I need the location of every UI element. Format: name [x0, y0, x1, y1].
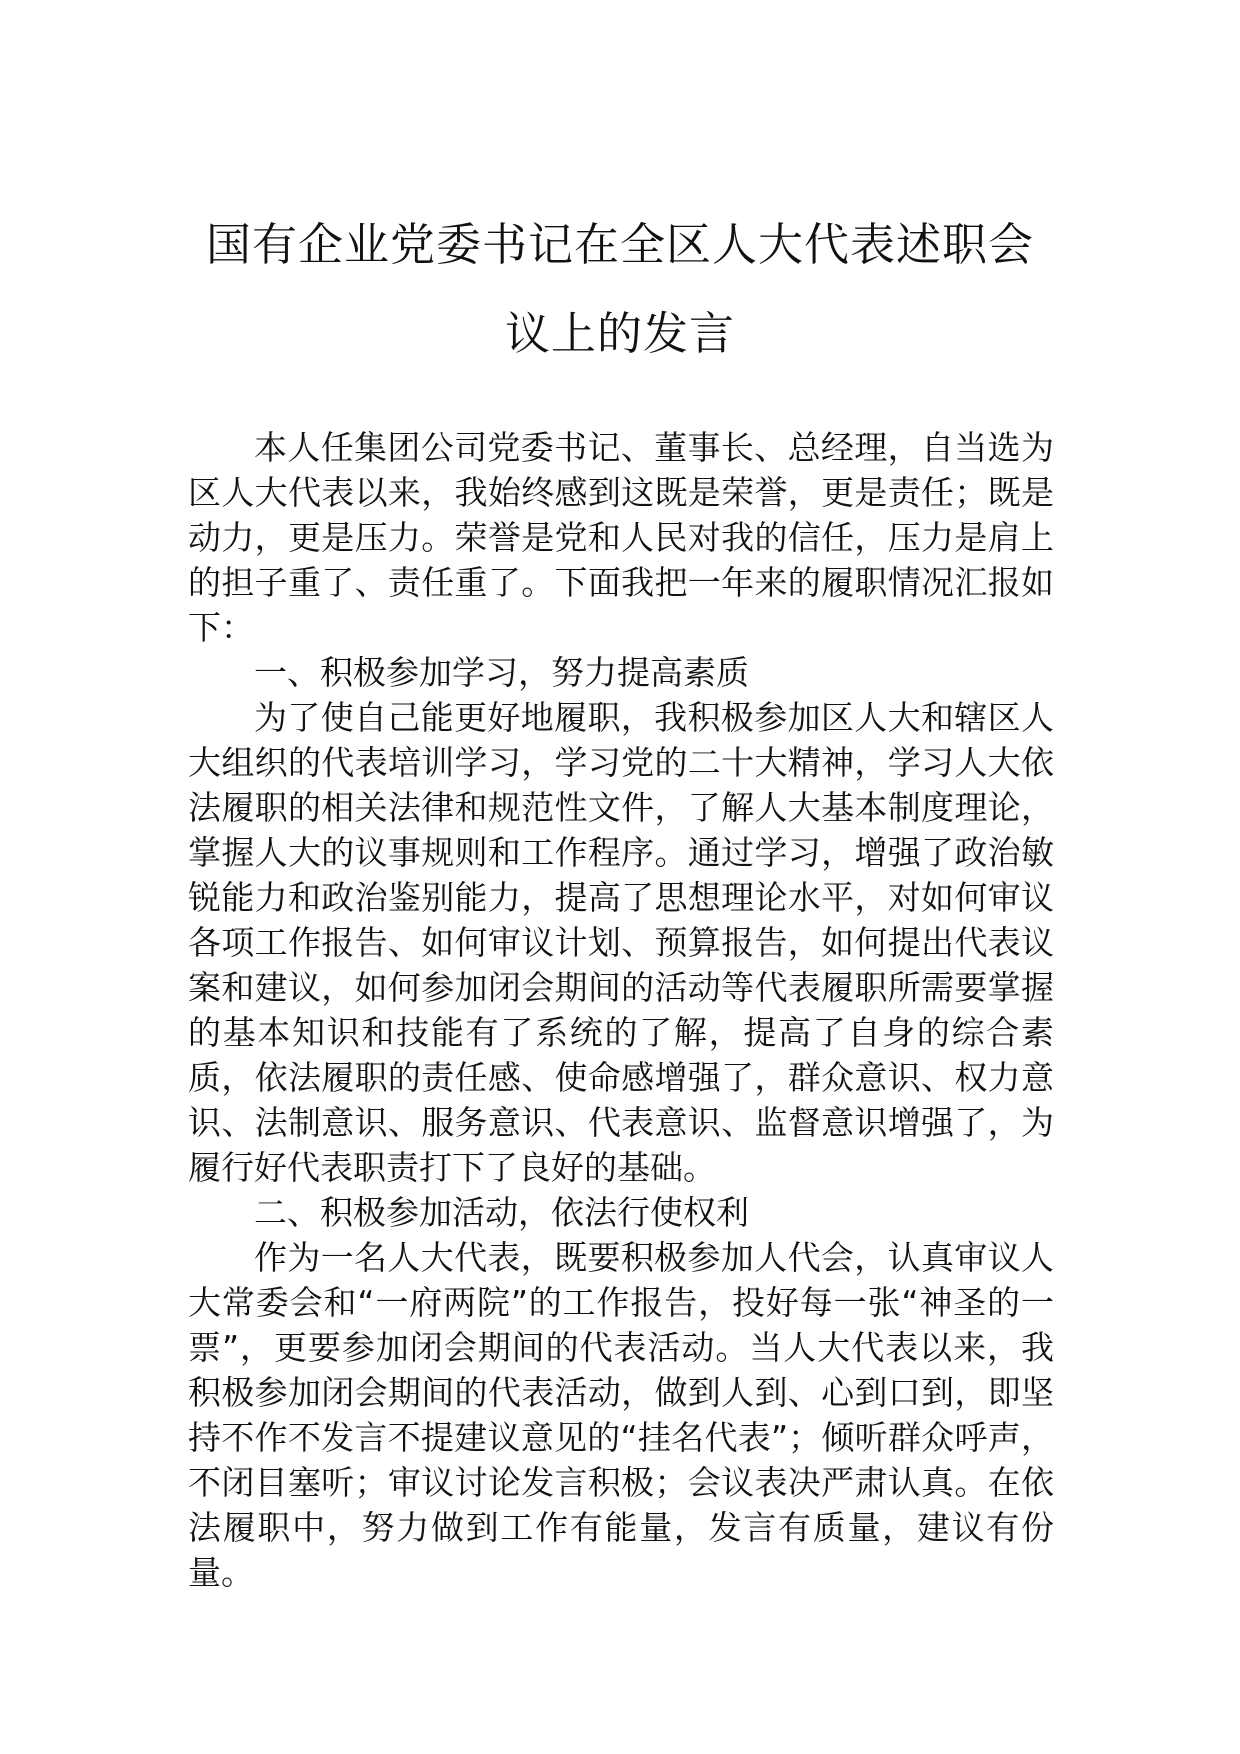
- document-body: [188, 425, 1054, 1595]
- section-heading-2: 二、积极参加活动，依法行使权利: [254, 1193, 749, 1232]
- intro-paragraph: 本人任集团公司党委书记、董事长、总经理，自当选为区人大代表以来，我始终感到这既是荣誉，更是责任；既是动力，更是压力。荣誉是党和人民对我的信任，压力是肩上的担子重了、责任重了。下面我把一年来的履职情况汇报如下：: [188, 428, 1054, 647]
- section-heading-1: 一、积极参加学习，努力提高素质: [254, 653, 749, 692]
- document-title-line-1: 国有企业党委书记在全区人大代表述职会: [205, 218, 1034, 271]
- section-2-paragraph: 作为一名人大代表，既要积极参加人代会，认真审议人大常委会和“一府两院”的工作报告，投好每一张“神圣的一票”，更要参加闭会期间的代表活动。当人大代表以来，我积极参加闭会期间的代表活动，做到人到、心到口到，即坚持不作不发言不提建议意见的“挂名代表”；倾听群众呼声，不闭目塞听；审议讨论发言积极；会议表决严肃认真。在依法履职中，努力做到工作有能量，发言有质量，建议有份量。: [188, 1238, 1054, 1592]
- section-1-paragraph: 为了使自己能更好地履职，我积极参加区人大和辖区人大组织的代表培训学习，学习党的二十大精神，学习人大依法履职的相关法律和规范性文件，了解人大基本制度理论，掌握人大的议事规则和工作程序。通过学习，增强了政治敏锐能力和政治鉴别能力，提高了思想理论水平，对如何审议各项工作报告、如何审议计划、预算报告，如何提出代表议案和建议，如何参加闭会期间的活动等代表履职所需要掌握的基本知识和技能有了系统的了解，提高了自身的综合素质，依法履职的责任感、使命感增强了，群众意识、权力意识、法制意识、服务意识、代表意识、监督意识增强了，为履行好代表职责打下了良好的基础。: [188, 698, 1054, 1187]
- document-title-line-2: 议上的发言: [504, 307, 735, 360]
